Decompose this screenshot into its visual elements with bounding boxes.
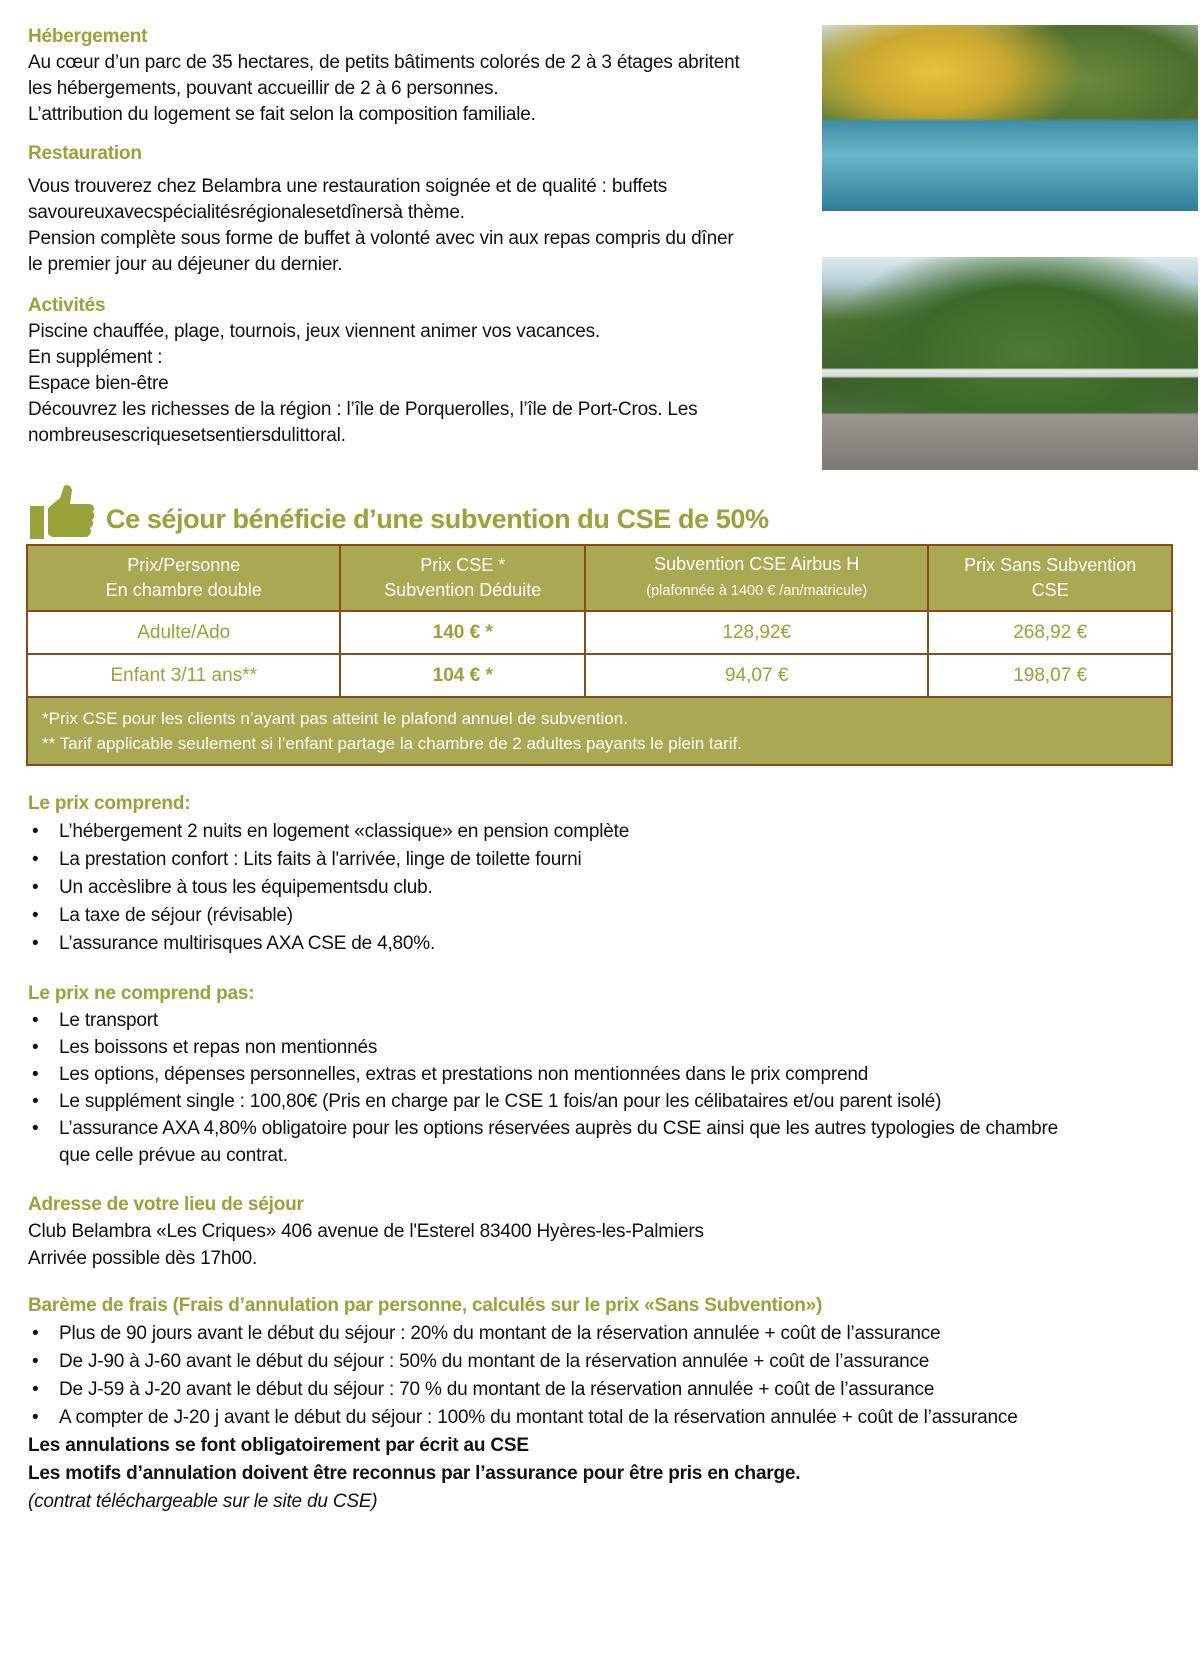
text-line: Piscine chauffée, plage, tournois, jeux viennent animer vos vacances. [28, 321, 601, 342]
bareme-section [28, 1292, 1018, 1516]
adresse-heading: Adresse de votre lieu de séjour [28, 1194, 304, 1215]
text-line: L’attribution du logement se fait selon la composition familiale. [28, 104, 536, 125]
list-item: • La taxe de séjour (révisable) [32, 905, 293, 926]
bold-note: Les motifs d’annulation doivent être reconnus par l’assurance pour être pris en charge. [28, 1463, 801, 1484]
list-item: • L’assurance AXA 4,80% obligatoire pour les options réservées auprès du CSE ainsi que les autres typologies de chambre [32, 1118, 1058, 1139]
ne-comprend-heading: Le prix ne comprend pas: [28, 983, 255, 1004]
list-item: • Le supplément single : 100,80€ (Pris en charge par le CSE 1 fois/an pour les célibataires et/ou parent isolé) [32, 1091, 942, 1112]
text-line: Vous trouverez chez Belambra une restauration soignée et de qualité : buffets [28, 176, 668, 197]
header-cell: Subvention CSE Airbus H (plafonnée à 1400 € /an/matricule) [585, 545, 928, 611]
text-line: Espace bien-être [28, 373, 169, 394]
table-notes-row [27, 697, 1172, 765]
text-line: Découvrez les richesses de la région : l’île de Porquerolles, l’île de Port-Cros. Les [28, 399, 698, 420]
list-item: • Les boissons et repas non mentionnés [32, 1037, 378, 1058]
table-row [27, 611, 1172, 654]
text-line: En supplément : [28, 347, 163, 368]
list-item: • Les options, dépenses personnelles, extras et prestations non mentionnées dans le prix comprend [32, 1064, 869, 1085]
row-label: Adulte/Ado [27, 611, 340, 654]
thumbs-up-icon [30, 484, 96, 540]
comprend-section [28, 790, 629, 958]
text-line: nombreusescriquesetsentiersdulittoral. [28, 425, 346, 446]
prix-cse-cell: 140 € * [340, 611, 585, 654]
text-line: Pension complète sous forme de buffet à volonté avec vin aux repas compris du dîner [28, 228, 734, 249]
header-cell: Prix/Personne En chambre double [27, 545, 340, 611]
text-line: le premier jour au déjeuner du dernier. [28, 254, 343, 275]
comprend-list [28, 818, 629, 958]
list-item: • La prestation confort : Lits faits à l'arrivée, linge de toilette fourni [32, 849, 582, 870]
note: ** Tarif applicable seulement si l’enfant partage la chambre de 2 adultes payants le plein tarif. [42, 734, 742, 753]
ne-comprend-section [28, 980, 1058, 1169]
subvention-cell: 128,92€ [585, 611, 928, 654]
terrace-photo [822, 257, 1198, 470]
list-item: • A compter de J-20 j avant le début du séjour : 100% du montant total de la réservation annulée + coût de l’assurance [32, 1407, 1018, 1428]
comprend-heading: Le prix comprend: [28, 793, 191, 814]
activites-section [28, 293, 697, 449]
adresse-section [28, 1191, 704, 1272]
italic-note: (contrat téléchargeable sur le site du CSE) [28, 1491, 378, 1512]
header-cell: Prix CSE * Subvention Déduite [340, 545, 585, 611]
text-line: les hébergements, pouvant accueillir de 2 à 6 personnes. [28, 78, 499, 99]
prix-cse-cell: 104 € * [340, 654, 585, 697]
list-item: • Un accèslibre à tous les équipementsdu club. [32, 877, 433, 898]
activites-heading: Activités [28, 295, 106, 316]
text-line: Club Belambra «Les Criques» 406 avenue de l'Esterel 83400 Hyères-les-Palmiers [28, 1221, 704, 1242]
bold-note: Les annulations se font obligatoirement par écrit au CSE [28, 1435, 529, 1456]
hebergement-heading: Hébergement [28, 26, 148, 47]
list-item: • Plus de 90 jours avant le début du séjour : 20% du montant de la réservation annulée + coût de l’assurance [32, 1323, 941, 1344]
pool-photo [822, 25, 1198, 211]
list-item-continuation: que celle prévue au contrat. [59, 1145, 288, 1166]
list-item: • Le transport [32, 1010, 158, 1031]
text-line: Au cœur d’un parc de 35 hectares, de petits bâtiments colorés de 2 à 3 étages abritent [28, 52, 740, 73]
restauration-heading: Restauration [28, 143, 142, 164]
bareme-list [28, 1320, 1018, 1432]
prix-sans-subvention-cell: 268,92 € [928, 611, 1172, 654]
ne-comprend-list [28, 1007, 1058, 1169]
row-label: Enfant 3/11 ans** [27, 654, 340, 697]
list-item: • L’hébergement 2 nuits en logement «classique» en pension complète [32, 821, 630, 842]
note: *Prix CSE pour les clients n’ayant pas atteint le plafond annuel de subvention. [42, 709, 628, 728]
hebergement-section [28, 24, 740, 128]
list-item: • L’assurance multirisques AXA CSE de 4,80%. [32, 933, 436, 954]
header-cell: Prix Sans Subvention CSE [928, 545, 1172, 611]
prix-sans-subvention-cell: 198,07 € [928, 654, 1172, 697]
list-item: • De J-59 à J-20 avant le début du séjour : 70 % du montant de la réservation annulée + coût de l’assurance [32, 1379, 935, 1400]
table-row [27, 654, 1172, 697]
price-table [26, 544, 1173, 766]
subvention-title: Ce séjour bénéficie d’une subvention du CSE de 50% [106, 504, 769, 534]
text-line: savoureuxavecspécialitésrégionalesetdînersà thème. [28, 202, 465, 223]
table-header-row [27, 545, 1172, 611]
table-notes [27, 697, 1172, 765]
subvention-cell: 94,07 € [585, 654, 928, 697]
text-line: Arrivée possible dès 17h00. [28, 1248, 258, 1269]
restauration-section [28, 141, 733, 278]
bareme-heading: Barème de frais (Frais d’annulation par personne, calculés sur le prix «Sans Subvention») [28, 1295, 823, 1316]
list-item: • De J-90 à J-60 avant le début du séjour : 50% du montant de la réservation annulée + coût de l’assurance [32, 1351, 930, 1372]
